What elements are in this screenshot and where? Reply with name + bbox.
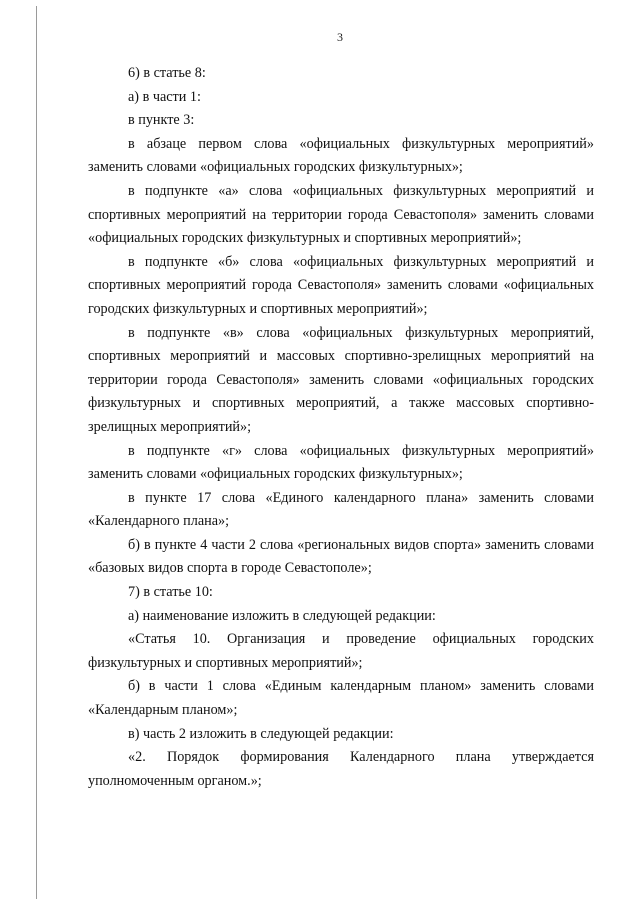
paragraph: в абзаце первом слова «официальных физкультурных мероприятий» заменить словами «официальных городских физкультурных»; <box>88 135 594 176</box>
paragraph: в пункте 3: <box>128 112 195 129</box>
paragraph: б) в пункте 4 части 2 слова «региональных видов спорта» заменить словами «базовых видов спорта в городе Севастополе»; <box>88 536 594 577</box>
binding-edge-line <box>36 6 37 899</box>
paragraph: в подпункте «г» слова «официальных физкультурных мероприятий» заменить словами «официальных городских физкультурных»; <box>88 442 594 483</box>
document-body <box>88 62 594 793</box>
paragraph: 6) в статье 8: <box>128 65 206 81</box>
paragraph: «Статья 10. Организация и проведение официальных городских физкультурных и спортивных мероприятий»; <box>88 631 594 671</box>
paragraph: в подпункте «в» слова «официальных физкультурных мероприятий, спортивных мероприятий и массовых спортивно-зрелищных мероприятий на территории города Севастополя» заменить словами «официальных городских физкультурных и спортивных мероприятий, а также массовых спортивно-зрелищных мероприятий»; <box>88 324 594 435</box>
paragraph: а) наименование изложить в следующей редакции: <box>128 607 436 624</box>
paragraph: в пункте 17 слова «Единого календарного плана» заменить словами «Календарного плана»; <box>88 489 594 530</box>
paragraph: 7) в статье 10: <box>128 584 213 601</box>
paragraph: в подпункте «б» слова «официальных физкультурных мероприятий и спортивных мероприятий города Севастополя» заменить словами «официальных городских физкультурных и спортивных мероприятий»; <box>88 253 594 317</box>
paragraph: в подпункте «а» слова «официальных физкультурных мероприятий и спортивных мероприятий на территории города Севастополя» заменить словами «официальных городских физкультурных и спортивных мероприятий»; <box>88 182 594 247</box>
page-number: 3 <box>337 30 343 44</box>
paragraph: а) в части 1: <box>128 88 201 105</box>
paragraph: в) часть 2 изложить в следующей редакции: <box>128 725 394 742</box>
paragraph: б) в части 1 слова «Единым календарным планом» заменить словами «Календарным планом»; <box>88 678 594 719</box>
paragraph: «2. Порядок формирования Календарного плана утверждается уполномоченным органом.»; <box>88 749 594 789</box>
